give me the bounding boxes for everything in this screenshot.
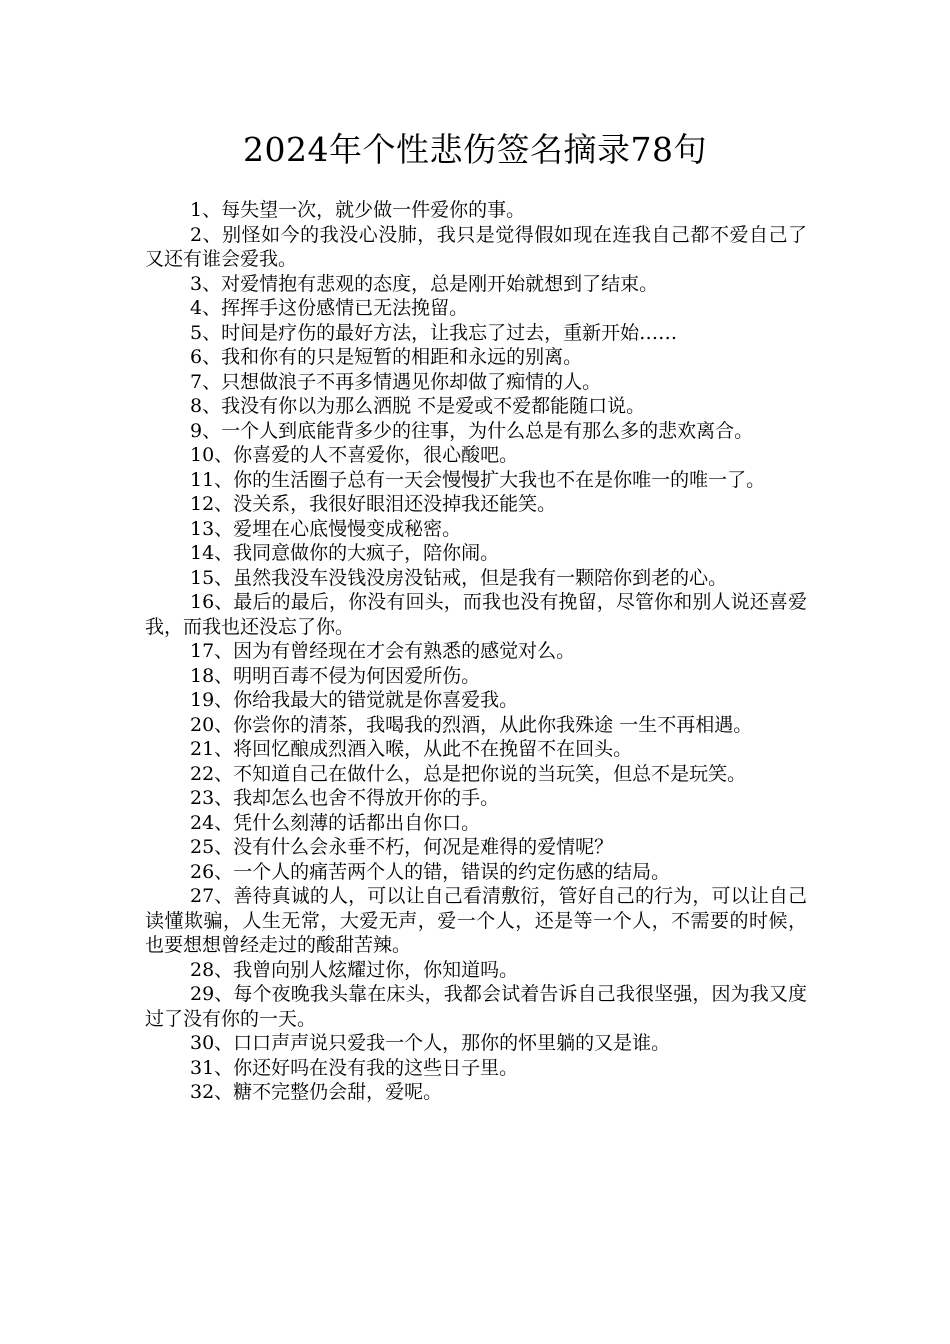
quote-item: 28、我曾向别人炫耀过你，你知道吗。 [190,958,519,981]
quote-item: 18、明明百毒不侵为何因爱所伤。 [190,664,481,687]
quote-item: 29、每个夜晚我头靠在床头，我都会试着告诉自己我很坚强，因为我又度过了没有你的一天。 [145,983,807,1030]
quote-item: 16、最后的最后，你没有回头，而我也没有挽留，尽管你和别人说还喜爱我，而我也还没忘了你。 [145,591,807,638]
quote-item: 6、我和你有的只是短暂的相距和永远的别离。 [190,346,583,368]
quote-item: 17、因为有曾经现在才会有熟悉的感觉对么。 [190,640,576,662]
quote-item: 5、时间是疗伤的最好方法，让我忘了过去，重新开始…… [190,321,678,344]
quote-item: 2、别怪如今的我没心没肺，我只是觉得假如现在连我自己都不爱自己了又还有谁会爱我。 [145,223,807,270]
quote-item: 30、口口声声说只爱我一个人，那你的怀里躺的又是谁。 [190,1032,671,1054]
quote-item: 14、我同意做你的大疯子，陪你闹。 [190,542,500,564]
quote-item: 32、糖不完整仍会甜，爱呢。 [190,1081,443,1103]
quote-list [145,198,807,1105]
quote-item: 12、没关系，我很好眼泪还没掉我还能笑。 [190,493,557,515]
quote-item: 21、将回忆酿成烈酒入喉，从此不在挽留不在回头。 [190,738,633,760]
quote-item: 11、你的生活圈子总有一天会慢慢扩大我也不在是你唯一的唯一了。 [190,468,766,491]
quote-item: 20、你尝你的清茶，我喝我的烈酒，从此你我殊途 一生不再相遇。 [190,713,753,736]
quote-item: 26、一个人的痛苦两个人的错，错误的约定伤感的结局。 [190,860,671,883]
quote-item: 31、你还好吗在没有我的这些日子里。 [190,1056,519,1079]
document-title: 2024年个性悲伤签名摘录78句 [243,130,707,169]
quote-item: 24、凭什么刻薄的话都出自你口。 [190,811,481,834]
quote-item: 25、没有什么会永垂不朽，何况是难得的爱情呢？ [190,836,614,858]
quote-item: 23、我却怎么也舍不得放开你的手。 [190,787,500,809]
quote-item: 7、只想做浪子不再多情遇见你却做了痴情的人。 [190,370,602,393]
quote-item: 19、你给我最大的错觉就是你喜爱我。 [190,689,519,711]
quote-item: 4、挥挥手这份感情已无法挽留。 [190,297,469,319]
quote-item: 10、你喜爱的人不喜爱你，很心酸吧。 [190,444,519,466]
quote-item: 8、我没有你以为那么洒脱 不是爱或不爱都能随口说。 [190,395,646,417]
quote-item: 9、一个人到底能背多少的往事，为什么总是有那么多的悲欢离合。 [190,419,754,442]
quote-item: 13、爱埋在心底慢慢变成秘密。 [190,517,462,540]
quote-item: 27、善待真诚的人，可以让自己看清敷衍，管好自己的行为，可以让自己读懂欺骗，人生无常，大爱无声，爱一个人，还是等一个人，不需要的时候，也要想想曾经走过的酸甜苦辣。 [145,885,807,956]
quote-item: 3、对爱情抱有悲观的态度，总是刚开始就想到了结束。 [190,272,659,295]
quote-item: 15、虽然我没车没钱没房没钻戒，但是我有一颗陪你到老的心。 [190,566,728,589]
quote-item: 1、每失望一次，就少做一件爱你的事。 [190,199,526,221]
quote-item: 22、不知道自己在做什么，总是把你说的当玩笑，但总不是玩笑。 [190,762,747,785]
